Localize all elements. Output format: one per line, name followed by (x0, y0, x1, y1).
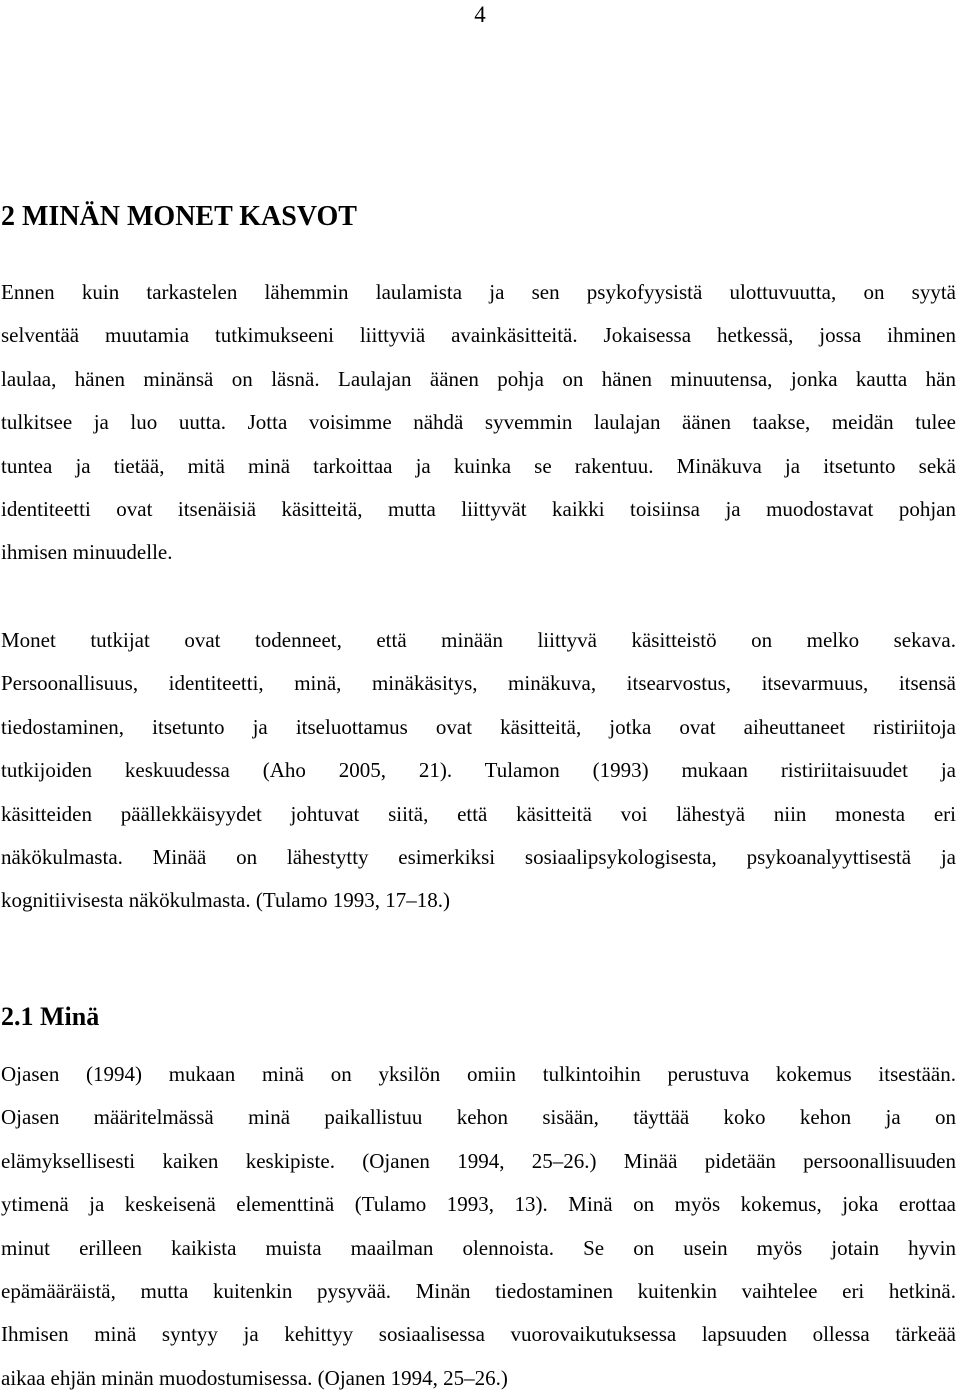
text-line: Persoonallisuus, identiteetti, minä, minäkäsitys, minäkuva, itsearvostus, itsevarmuus, itsensä (1, 671, 956, 696)
text-line: tutkijoiden keskuudessa (Aho 2005, 21). Tulamon (1993) mukaan ristiriitaisuudet ja (1, 758, 956, 783)
text-line: minut erilleen kaikista muista maailman olennoista. Se on usein myös jotain hyvin (1, 1235, 956, 1260)
paragraph (1, 1053, 956, 1400)
text-line: Ihmisen minä syntyy ja kehittyy sosiaalisessa vuorovaikutuksessa lapsuuden ollessa tärkeää (1, 1322, 956, 1347)
text-line: selventää muutamia tutkimukseeni liittyviä avainkäsitteitä. Jokaisessa hetkessä, jossa ihminen (1, 323, 956, 348)
text-line: identiteetti ovat itsenäisiä käsitteitä, mutta liittyvät kaikki toisiinsa ja muodostavat pohjan (1, 496, 956, 521)
page-number: 4 (474, 2, 486, 27)
text-line: elämyksellisesti kaiken keskipiste. (Ojanen 1994, 25–26.) Minää pidetään persoonallisuuden (1, 1148, 956, 1173)
text-line: Monet tutkijat ovat todenneet, että minään liittyvä käsitteistö on melko sekava. (1, 628, 956, 652)
text-line: tulkitsee ja luo uutta. Jotta voisimme nähdä syvemmin laulajan äänen taakse, meidän tulee (1, 410, 956, 435)
section-heading: 2.1 Minä (1, 1002, 100, 1031)
text-line: kognitiivisesta näkökulmasta. (Tulamo 1993, 17–18.) (1, 888, 450, 913)
paragraph (1, 619, 956, 923)
text-line: laulaa, hänen minänsä on läsnä. Laulajan äänen pohja on hänen minuutensa, jonka kautta hän (1, 366, 956, 391)
text-line: näkökulmasta. Minää on lähestytty esimerkiksi sosiaalipsykologisesta, psykoanalyyttisestä ja (1, 844, 956, 869)
text-line: tiedostaminen, itsetunto ja itseluottamus ovat käsitteitä, jotka ovat aiheuttaneet ristiriitoja (1, 714, 956, 739)
paragraph (1, 271, 956, 575)
text-line: Ojasen määritelmässä minä paikallistuu kehon sisään, täyttää koko kehon ja on (1, 1105, 956, 1130)
text-line: tuntea ja tietää, mitä minä tarkoittaa ja kuinka se rakentuu. Minäkuva ja itsetunto sekä (1, 453, 956, 478)
text-line: aikaa ehjän minän muodostumisessa. (Ojanen 1994, 25–26.) (1, 1365, 508, 1390)
chapter-heading: 2 MINÄN MONET KASVOT (1, 201, 357, 232)
text-line: Ennen kuin tarkastelen lähemmin laulamista ja sen psykofyysistä ulottuvuutta, on syytä (1, 280, 956, 304)
text-line: ihmisen minuudelle. (1, 540, 173, 565)
text-line: käsitteiden päällekkäisyydet johtuvat siitä, että käsitteitä voi lähestyä niin monesta eri (1, 801, 956, 826)
text-line: Ojasen (1994) mukaan minä on yksilön omiin tulkintoihin perustuva kokemus itsestään. (1, 1062, 956, 1086)
text-line: ytimenä ja keskeisenä elementtinä (Tulamo 1993, 13). Minä on myös kokemus, joka erottaa (1, 1192, 956, 1217)
text-line: epämääräistä, mutta kuitenkin pysyvää. Minän tiedostaminen kuitenkin vaihtelee eri hetkinä. (1, 1278, 956, 1303)
